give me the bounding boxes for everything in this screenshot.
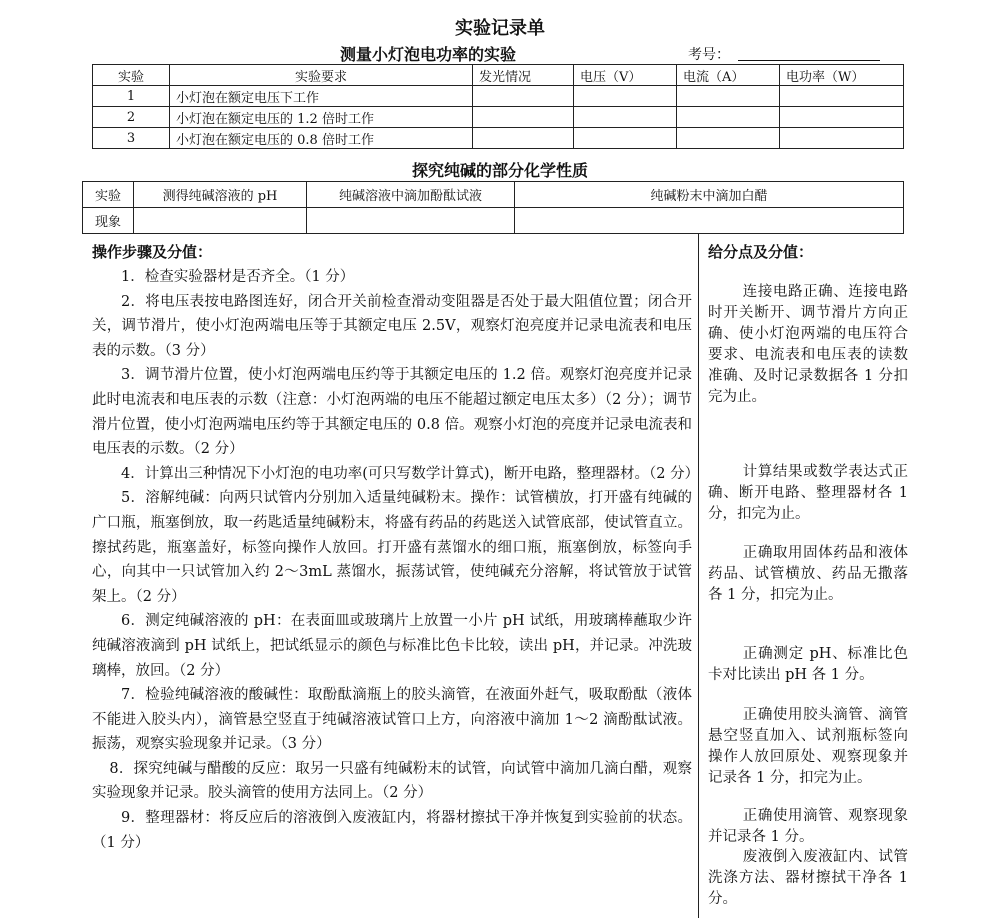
scoring-item: 计算结果或数学表达式正确、断开电路、整理器材各 1 分，扣完为止。 — [708, 464, 908, 522]
step-item: 8．探究纯碱与醋酸的反应：取另一只盛有纯碱粉末的试管，向试管中滴加几滴白醋，观察实验现象并记录。胶头滴管的使用方法同上。（2 分） — [92, 760, 692, 802]
exp2-label: 现象 — [83, 208, 134, 234]
row-requirement: 小灯泡在额定电压的 0.8 倍时工作 — [170, 128, 473, 149]
row-no: 2 — [93, 107, 170, 128]
voltage-cell[interactable] — [574, 86, 677, 107]
table-header-row — [93, 65, 904, 86]
header-cell: 电流（A） — [677, 65, 780, 86]
row-no: 1 — [93, 86, 170, 107]
phenomenon-cell[interactable] — [515, 208, 904, 234]
exp2-table — [82, 181, 904, 234]
glow-cell[interactable] — [473, 128, 574, 149]
row-requirement: 小灯泡在额定电压的 1.2 倍时工作 — [170, 107, 473, 128]
phenomenon-cell[interactable] — [134, 208, 307, 234]
header-cell: 实验 — [93, 65, 170, 86]
row-no: 3 — [93, 128, 170, 149]
table-row — [83, 182, 904, 208]
scoring-item: 连接电路正确、连接电路时开关断开、调节滑片方向正确、使小灯泡两端的电压符合要求、电流表和电压表的读数准确、及时记录数据各 1 分扣完为止。 — [708, 284, 908, 405]
header-cell: 发光情况 — [473, 65, 574, 86]
exp2-title: 探究纯碱的部分化学性质 — [411, 161, 588, 180]
exp2-label: 实验 — [83, 182, 134, 208]
voltage-cell[interactable] — [574, 128, 677, 149]
exp1-title: 测量小灯泡电功率的实验 — [340, 45, 517, 64]
table-row — [93, 86, 904, 107]
power-cell[interactable] — [780, 107, 904, 128]
scoring-item: 正确使用胶头滴管、滴管悬空竖直加入、试剂瓶标签向操作人放回原处、观察现象并记录各 1 分，扣完为止。 — [708, 707, 908, 786]
header-cell: 实验要求 — [170, 65, 473, 86]
current-cell[interactable] — [677, 107, 780, 128]
step-item: 2．将电压表按电路图连好，闭合开关前检查滑动变阻器是否处于最大阻值位置；闭合开关，调节滑片，使小灯泡两端电压等于其额定电压 2.5V，观察灯泡亮度并记录电流表和电压表的示数。（3 分） — [92, 293, 692, 359]
scoring-item: 正确取用固体药品和液体药品、试管横放、药品无撒落各 1 分，扣完为止。 — [708, 545, 908, 603]
scoring-item: 废液倒入废液缸内、试管洗涤方法、器材擦拭干净各 1 分。 — [708, 849, 908, 907]
voltage-cell[interactable] — [574, 107, 677, 128]
exp1-table — [92, 64, 904, 149]
glow-cell[interactable] — [473, 107, 574, 128]
step-item: 7．检验纯碱溶液的酸碱性：取酚酞滴瓶上的胶头滴管，在液面外赶气，吸取酚酞（液体不能进入胶头内），滴管悬空竖直于纯碱溶液试管口上方，向溶液中滴加 1～2 滴酚酞试液。振荡，观察实验现象并记录。（3 分） — [92, 687, 692, 753]
steps-list — [92, 265, 700, 855]
exam-no-field[interactable] — [738, 60, 880, 61]
power-cell[interactable] — [780, 86, 904, 107]
header-cell: 电功率（W） — [780, 65, 904, 86]
step-item: 6．测定纯碱溶液的 pH：在表面皿或玻璃片上放置一小片 pH 试纸，用玻璃棒蘸取少许纯碱溶液滴到 pH 试纸上，把试纸显示的颜色与标准比色卡比较，读出 pH，并记录。冲洗玻璃棒，放回。（2 分） — [92, 613, 692, 679]
phenomenon-cell[interactable] — [307, 208, 515, 234]
glow-cell[interactable] — [473, 86, 574, 107]
power-cell[interactable] — [780, 128, 904, 149]
row-requirement: 小灯泡在额定电压下工作 — [170, 86, 473, 107]
page-title: 实验记录单 — [455, 18, 545, 39]
exp2-item: 纯碱溶液中滴加酚酞试液 — [307, 182, 515, 208]
current-cell[interactable] — [677, 128, 780, 149]
scoring-item: 正确使用滴管、观察现象并记录各 1 分。 — [708, 808, 908, 845]
table-row — [93, 107, 904, 128]
scoring-heading: 给分点及分值： — [708, 243, 814, 261]
table-row — [93, 128, 904, 149]
step-item: 5．溶解纯碱：向两只试管内分别加入适量纯碱粉末。操作：试管横放，打开盛有纯碱的广口瓶，瓶塞倒放，取一药匙适量纯碱粉末，将盛有药品的药匙送入试管底部，使试管直立。擦拭药匙，瓶塞盖好，标签向操作人放回。打开盛有蒸馏水的细口瓶，瓶塞倒放，标签向手心，向其中一只试管加入约 2～3mL 蒸馏水，振荡试管，使纯碱充分溶解，将试管放于试管架上。（2 分） — [92, 490, 692, 605]
exam-no-label: 考号： — [688, 47, 730, 63]
table-row — [83, 208, 904, 234]
current-cell[interactable] — [677, 86, 780, 107]
step-item: 3．调节滑片位置，使小灯泡两端电压约等于其额定电压的 1.2 倍。观察灯泡亮度并记录此时电流表和电压表的示数（注意：小灯泡两端的电压不能超过额定电压太多）（2 分）；调节滑片位置，使小灯泡两端电压约等于其额定电压的 0.8 倍。观察小灯泡的亮度并记录电流表和电压表的示数。（2 分） — [92, 367, 692, 458]
header-cell: 电压（V） — [574, 65, 677, 86]
step-item: 1．检查实验器材是否齐全。（1 分） — [121, 269, 355, 285]
exp2-item: 测得纯碱溶液的 pH — [134, 182, 307, 208]
step-item: 9．整理器材：将反应后的溶液倒入废液缸内，将器材擦拭干净并恢复到实验前的状态。（1 分） — [92, 810, 692, 851]
step-item: 4．计算出三种情况下小灯泡的电功率(可只写数学计算式)，断开电路，整理器材。（2 分） — [121, 465, 700, 482]
steps-heading: 操作步骤及分值： — [92, 243, 213, 261]
column-divider — [698, 234, 699, 918]
scoring-item: 正确测定 pH、标准比色卡对比读出 pH 各 1 分。 — [708, 646, 908, 683]
exp2-item: 纯碱粉末中滴加白醋 — [515, 182, 904, 208]
